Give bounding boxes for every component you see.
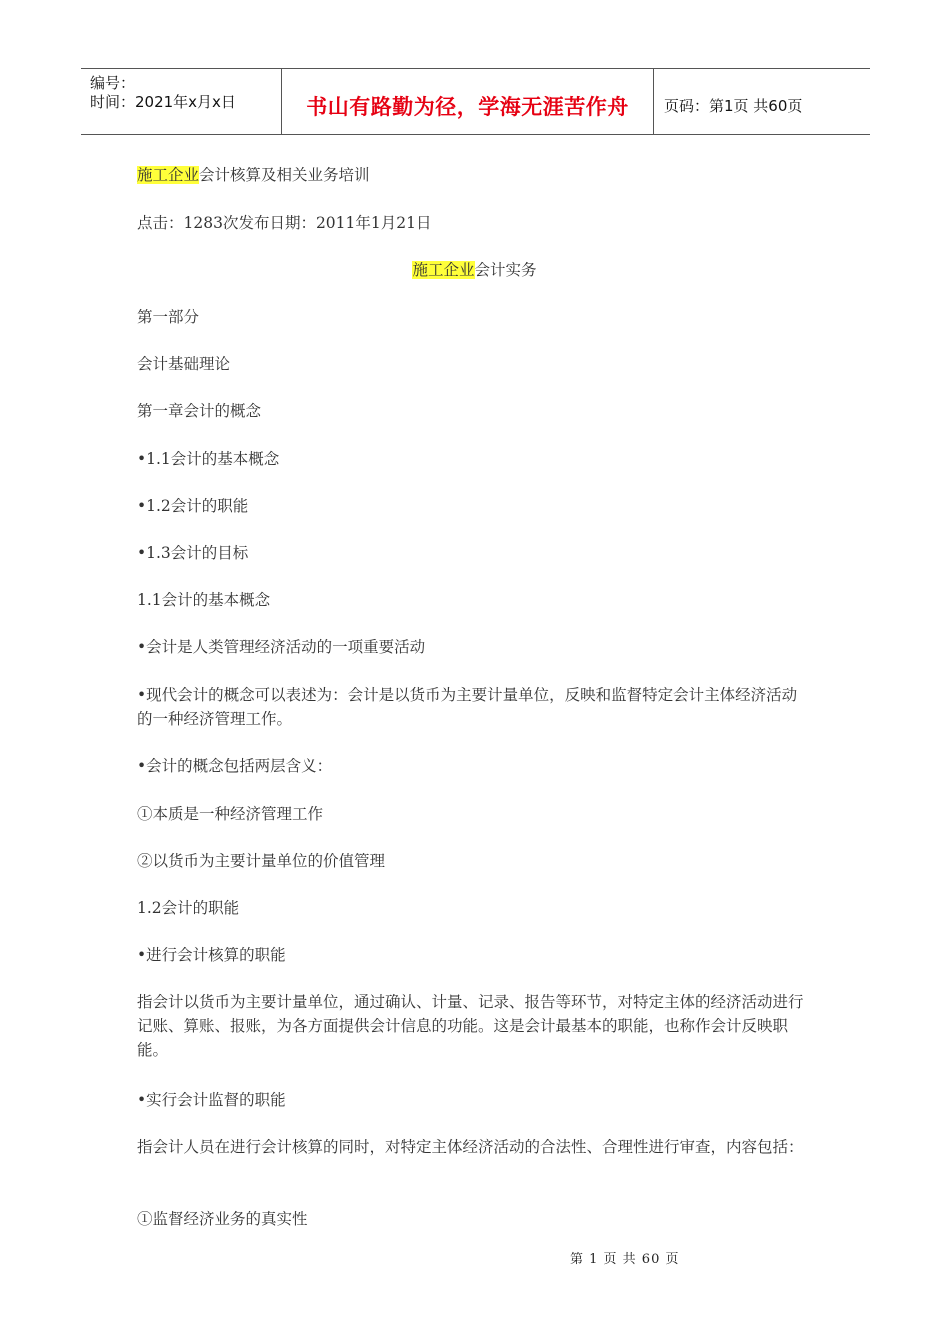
section-heading: 施工企业会计实务 xyxy=(412,261,537,279)
paragraph: 第一部分 xyxy=(137,308,200,326)
highlighted-keyword: 施工企业 xyxy=(137,166,200,184)
paragraph: •1.3会计的目标 xyxy=(137,544,249,562)
paragraph: •会计是人类管理经济活动的一项重要活动 xyxy=(137,638,426,656)
paragraph: 1.1会计的基本概念 xyxy=(137,591,271,609)
paragraph: 会计基础理论 xyxy=(137,355,231,373)
paragraph: •实行会计监督的职能 xyxy=(137,1091,286,1109)
paragraph: •1.1会计的基本概念 xyxy=(137,450,280,468)
article-meta: 点击：1283次发布日期：2011年1月21日 xyxy=(137,214,432,232)
paragraph: 指会计以货币为主要计量单位，通过确认、计量、记录、报告等环节，对特定主体的经济活动进行记账、算账、报账，为各方面提供会计信息的功能。这是会计最基本的职能，也称作会计反映职能。 xyxy=(137,993,804,1059)
paragraph: 第一章会计的概念 xyxy=(137,402,262,420)
header-page-number: 页码：第1页 共60页 xyxy=(664,97,803,115)
paragraph: ②以货币为主要计量单位的价值管理 xyxy=(137,852,386,870)
header-page-cell xyxy=(654,69,870,134)
paragraph: 指会计人员在进行会计核算的同时，对特定主体经济活动的合法性、合理性进行审查，内容包括： xyxy=(137,1138,804,1156)
paragraph: •进行会计核算的职能 xyxy=(137,946,286,964)
document-number-label: 编号： xyxy=(90,74,136,92)
header-motto: 书山有路勤为径，学海无涯苦作舟 xyxy=(306,95,629,119)
article-title: 施工企业会计核算及相关业务培训 xyxy=(137,166,370,184)
header-motto-cell xyxy=(282,69,654,134)
paragraph: ①监督经济业务的真实性 xyxy=(137,1210,308,1228)
document-time-label: 时间：2021年x月x日 xyxy=(90,93,236,111)
paragraph: •现代会计的概念可以表述为：会计是以货币为主要计量单位，反映和监督特定会计主体经济活动的一种经济管理工作。 xyxy=(137,686,798,728)
header-left-cell xyxy=(81,69,282,134)
page-footer: 第 1 页 共 60 页 xyxy=(570,1252,680,1267)
highlighted-keyword: 施工企业 xyxy=(412,261,475,279)
paragraph: 1.2会计的职能 xyxy=(137,899,240,917)
paragraph: •1.2会计的职能 xyxy=(137,497,249,515)
paragraph: •会计的概念包括两层含义： xyxy=(137,757,333,775)
paragraph: ①本质是一种经济管理工作 xyxy=(137,805,324,823)
page-header xyxy=(81,68,870,135)
